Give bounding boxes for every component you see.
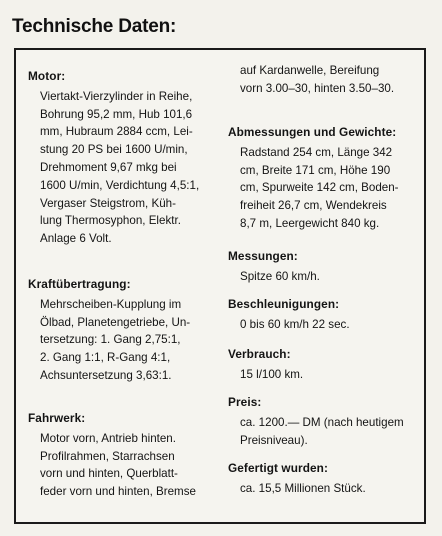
text-line: ca. 15,5 Millionen Stück. [240, 481, 366, 495]
section-preis [228, 394, 414, 449]
text-line: Achsuntersetzung 3,63:1. [40, 368, 172, 382]
text-line: Motor vorn, Antrieb hinten. [40, 431, 176, 445]
text-line: lung Thermosyphon, Elektr. [40, 214, 181, 228]
section-messungen [228, 248, 414, 286]
section-heading: Fahrwerk: [28, 411, 86, 425]
section-body [240, 144, 414, 233]
section-kraftuebertragung [28, 276, 218, 385]
text-line: Bohrung 95,2 mm, Hub 101,6 [40, 107, 193, 121]
text-line: Mehrscheiben-Kupplung im [40, 297, 182, 311]
section-heading: Abmessungen und Gewichte: [228, 125, 397, 139]
text-line: 1600 U/min, Verdichtung 4,5:1, [40, 178, 200, 192]
section-body [240, 316, 414, 334]
text-line: feder vorn und hinten, Bremse [40, 485, 196, 499]
text-line: Profilrahmen, Starrachsen [40, 449, 175, 463]
text-line: Vergaser Steigstrom, Küh- [40, 196, 176, 210]
section-heading: Messungen: [228, 249, 298, 263]
text-line: mm, Hubraum 2884 ccm, Lei- [40, 125, 193, 139]
text-line: cm, Breite 171 cm, Höhe 190 [240, 163, 391, 177]
section-body [240, 62, 414, 98]
page-title: Technische Daten: [12, 16, 177, 37]
text-line: Viertakt-Vierzylinder in Reihe, [40, 89, 193, 103]
spec-box [14, 48, 426, 524]
section-abmessungen [228, 124, 414, 233]
text-line: Drehmoment 9,67 mkg bei [40, 160, 177, 174]
section-body [40, 296, 218, 385]
section-body [240, 268, 414, 286]
section-fahrwerk-continued [228, 60, 414, 98]
section-body [240, 480, 414, 498]
section-body [40, 88, 218, 248]
section-verbrauch [228, 346, 414, 384]
text-line: Preisniveau). [240, 433, 308, 447]
text-line: 2. Gang 1:1, R-Gang 4:1, [40, 351, 171, 365]
section-heading: Preis: [228, 395, 262, 409]
section-fahrwerk [28, 410, 218, 501]
section-heading: Verbrauch: [228, 347, 291, 361]
text-line: 8,7 m, Leergewicht 840 kg. [240, 216, 380, 230]
text-line: 15 l/100 km. [240, 367, 304, 381]
text-line: Spitze 60 km/h. [240, 269, 320, 283]
text-line: auf Kardanwelle, Bereifung [240, 64, 380, 77]
section-body [240, 414, 414, 450]
text-line: vorn 3.00–30, hinten 3.50–30. [240, 81, 395, 95]
text-line: ca. 1200.— DM (nach heutigem [240, 415, 404, 429]
section-motor [28, 68, 218, 248]
section-beschleunigungen [228, 296, 414, 334]
text-line: freiheit 26,7 cm, Wendekreis [240, 199, 387, 213]
section-heading: Motor: [28, 69, 66, 83]
text-line: tersetzung: 1. Gang 2,75:1, [40, 333, 181, 347]
section-heading: Beschleunigungen: [228, 297, 340, 311]
text-line: 0 bis 60 km/h 22 sec. [240, 317, 350, 331]
text-line: Radstand 254 cm, Länge 342 [240, 145, 393, 159]
section-body [40, 430, 218, 501]
section-gefertigt [228, 460, 414, 498]
text-line: Anlage 6 Volt. [40, 232, 112, 246]
text-line: stung 20 PS bei 1600 U/min, [40, 143, 188, 157]
section-body [240, 366, 414, 384]
section-heading: Kraftübertragung: [28, 277, 131, 291]
text-line: vorn und hinten, Querblatt- [40, 467, 178, 481]
text-line: Ölbad, Planetengetriebe, Un- [40, 315, 191, 329]
text-line: cm, Spurweite 142 cm, Boden- [240, 181, 399, 195]
section-heading: Gefertigt wurden: [228, 461, 329, 475]
